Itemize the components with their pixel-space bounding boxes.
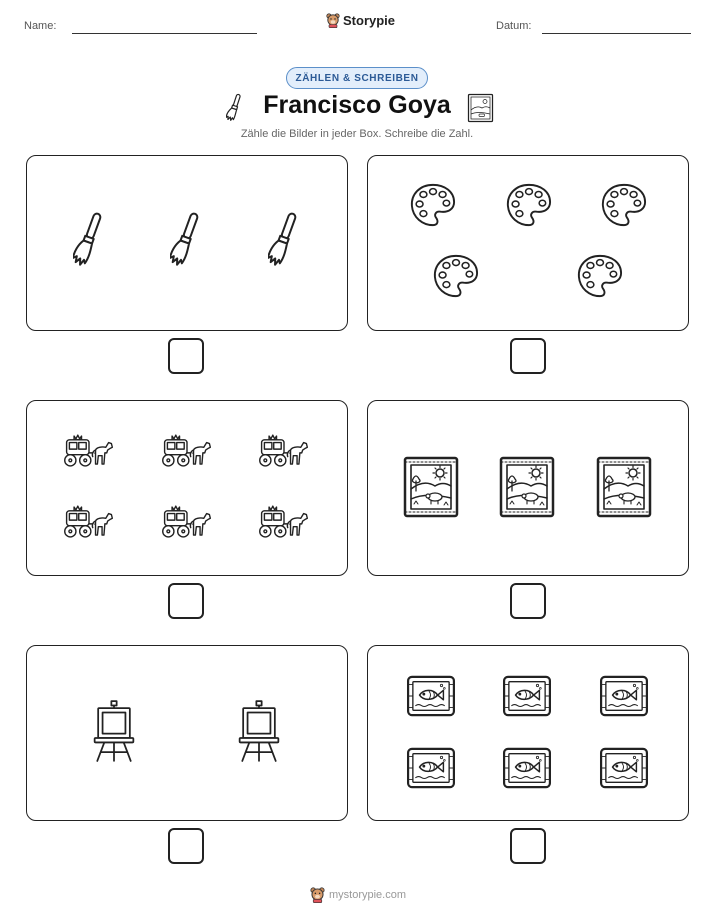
- date-label: Datum:: [496, 20, 532, 32]
- palette-icon: [600, 182, 648, 228]
- carriage-icon: [256, 432, 312, 470]
- paintbrush-icon: [170, 210, 200, 270]
- answer-box-6[interactable]: [510, 828, 546, 864]
- carriage-icon: [159, 432, 215, 470]
- counting-box-6: [367, 645, 689, 821]
- easel-icon: [92, 698, 136, 764]
- landscape-tapestry-icon: [467, 93, 494, 123]
- fish-painting-icon: [406, 675, 456, 717]
- answer-box-4[interactable]: [510, 583, 546, 619]
- carriage-icon: [61, 503, 117, 541]
- counting-box-3: [26, 400, 348, 576]
- palette-icon: [432, 253, 480, 299]
- footer: [310, 887, 406, 903]
- landscape-tapestry-icon: [595, 455, 653, 519]
- counting-box-5: [26, 645, 348, 821]
- page-title: Francisco Goya: [263, 91, 451, 119]
- carriage-icon: [256, 503, 312, 541]
- easel-icon: [237, 698, 281, 764]
- palette-icon: [505, 182, 553, 228]
- fish-painting-icon: [502, 747, 552, 789]
- paintbrush-icon: [73, 210, 103, 270]
- brand-logo: [326, 13, 395, 28]
- fish-painting-icon: [599, 747, 649, 789]
- palette-icon: [409, 182, 457, 228]
- palette-icon: [576, 253, 624, 299]
- brand-name: Storypie: [343, 13, 396, 28]
- answer-box-3[interactable]: [168, 583, 204, 619]
- instructions: Zähle die Bilder in jeder Box. Schreibe die Zahl.: [240, 128, 474, 140]
- carriage-icon: [61, 432, 117, 470]
- answer-box-1[interactable]: [168, 338, 204, 374]
- fish-painting-icon: [599, 675, 649, 717]
- name-field[interactable]: [72, 33, 257, 34]
- answer-box-2[interactable]: [510, 338, 546, 374]
- bear-mascot-icon: [326, 13, 340, 28]
- date-field[interactable]: [542, 33, 691, 34]
- footer-url: mystorypie.com: [329, 889, 407, 901]
- category-badge: ZÄHLEN & SCHREIBEN: [286, 67, 428, 89]
- answer-box-5[interactable]: [168, 828, 204, 864]
- name-label: Name:: [24, 20, 57, 32]
- fish-painting-icon: [502, 675, 552, 717]
- carriage-icon: [159, 503, 215, 541]
- paintbrush-icon: [268, 210, 298, 270]
- landscape-tapestry-icon: [498, 455, 556, 519]
- bear-mascot-icon: [310, 887, 325, 903]
- fish-painting-icon: [406, 747, 456, 789]
- landscape-tapestry-icon: [402, 455, 460, 519]
